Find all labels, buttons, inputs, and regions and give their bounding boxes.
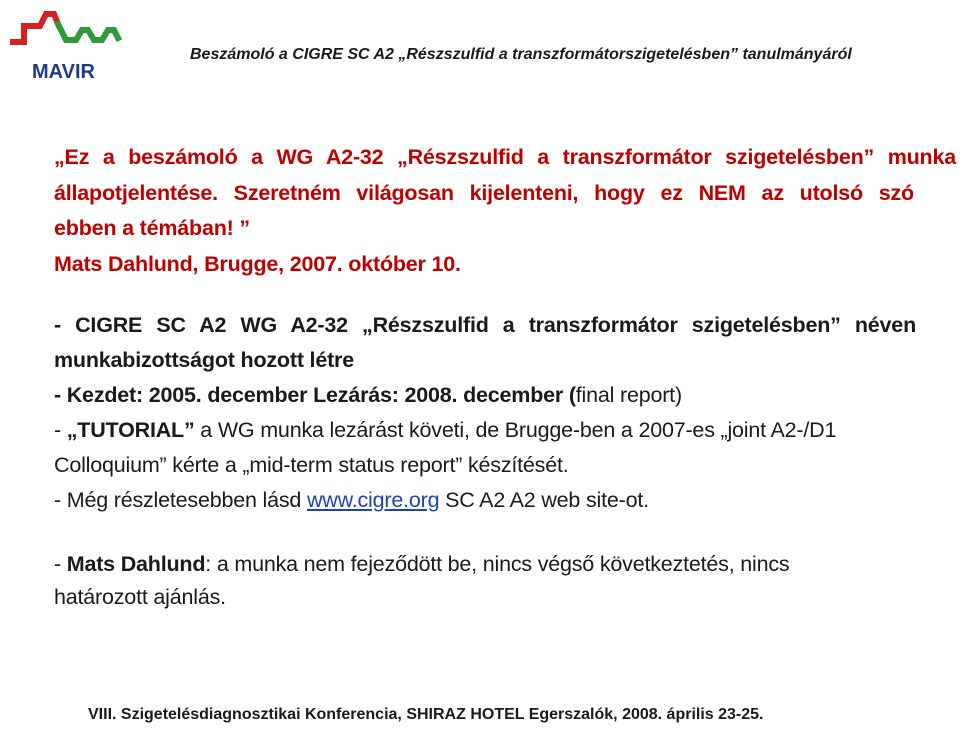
bullet-dash: - [54,552,67,576]
more-details-text: - Még részletesebben lásd [54,488,307,512]
dates-text: - Kezdet: 2005. december Lezárás: 2008. december ( [54,383,576,407]
body-line: Colloquium” kérte a „mid-term status report” készítését. [54,453,569,477]
body-line: - CIGRE SC A2 WG A2-32 „Részszulfid a transzformátor szigetelésben” néven [54,313,916,337]
conclusion-text: : a munka nem fejeződött be, nincs végső következtetés, nincs [205,552,790,576]
cigre-link[interactable]: www.cigre.org [306,488,440,512]
body-line: munkabizottságot hozott létre [54,348,354,372]
tutorial-text: „TUTORIAL” [66,418,195,442]
quote-attribution: Mats Dahlund, Brugge, 2007. október 10. [54,251,461,276]
body-line [54,378,954,413]
quote-line: ebben a témában! ” [54,216,250,240]
quote-line: „Ez a beszámoló a WG A2-32 „Részszulfid a transzformátor szigetelésben” munka [54,145,956,169]
tutorial-description: a WG munka lezárást követi, de Brugge-ben a 2007-es „joint A2-/D1 [194,418,837,442]
conclusion-block [54,548,954,614]
author-name: Mats Dahlund [66,552,206,576]
logo-text: MAVIR [32,61,95,83]
body-block [54,308,954,518]
bullet-dash: - [54,418,67,442]
quote-line: állapotjelentése. Szeretném világosan kijelenteni, hogy ez NEM az utolsó szó [54,180,914,205]
body-line [54,413,954,448]
site-text: SC A2 A2 web site-ot. [439,488,649,512]
body-line [54,483,954,518]
mavir-logo-icon [10,8,122,86]
conclusion-line [54,548,954,581]
final-report-text: final report) [575,383,682,407]
page-title: Beszámoló a CIGRE SC A2 „Részszulfid a transzformátorszigetelésben” tanulmányáról [190,46,852,63]
mavir-logo [10,8,122,86]
quote-block [54,140,956,282]
footer-text: VIII. Szigetelésdiagnosztikai Konferencia, SHIRAZ HOTEL Egerszalók, 2008. április 23-25. [88,706,764,723]
conclusion-line: határozott ajánlás. [54,585,226,609]
